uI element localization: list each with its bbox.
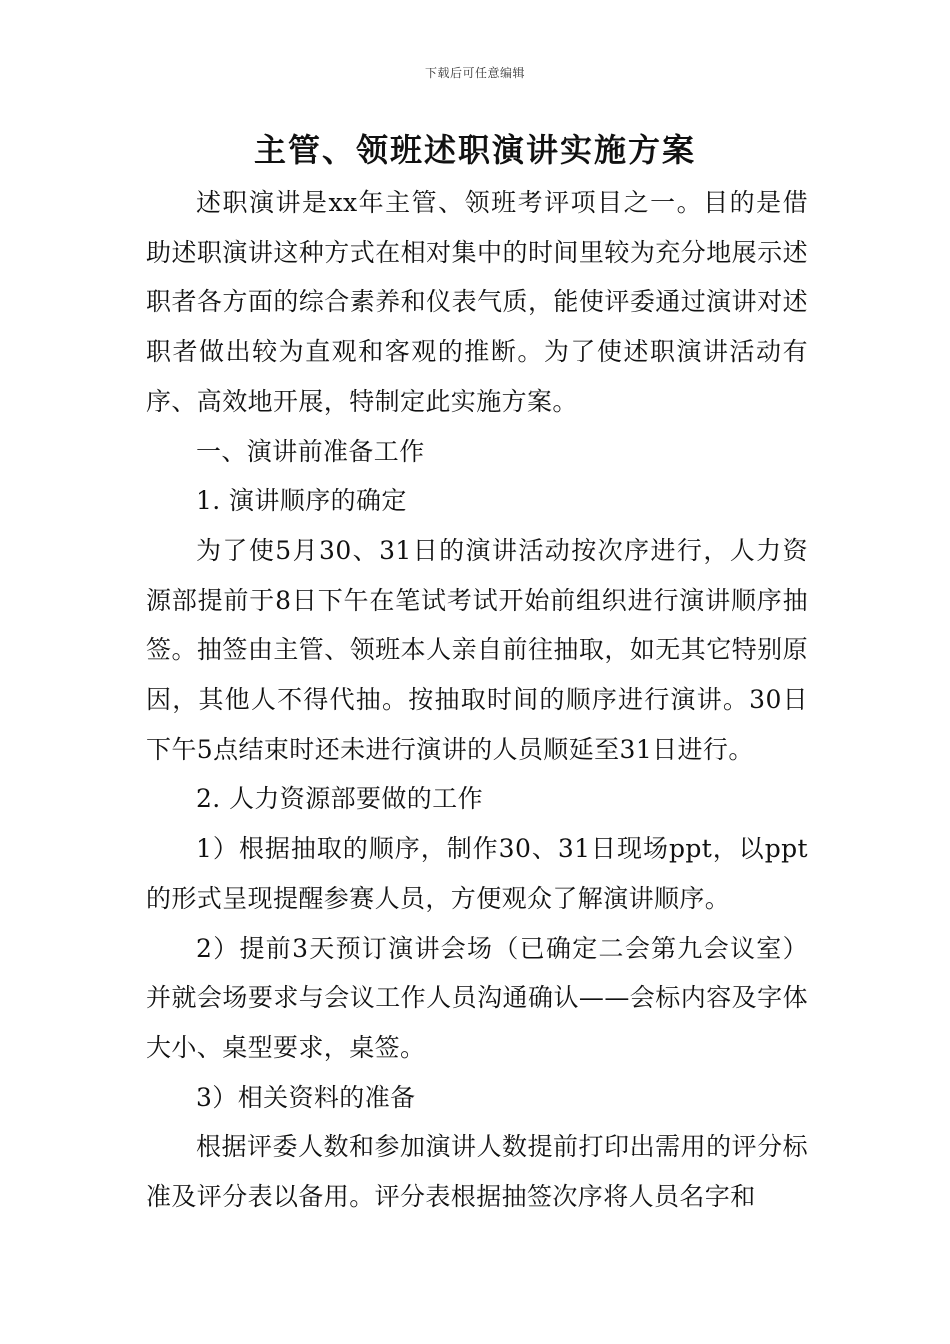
paragraph-intro: 述职演讲是xx年主管、领班考评项目之一。目的是借助述职演讲这种方式在相对集中的时间里较为充分地展示述职者各方面的综合素养和仪表气质，能使评委通过演讲对述职者做出较为直观和客观的推断。为了使述职演讲活动有序、高效地开展，特制定此实施方案。 xyxy=(146,188,808,416)
header-note: 下载后可任意编辑 xyxy=(424,66,525,80)
section-heading-preparation: 一、演讲前准备工作 xyxy=(196,436,425,466)
paragraph-hr-task-1: 1）根据抽取的顺序，制作30、31日现场ppt，以ppt的形式呈现提醒参赛人员，方便观众了解演讲顺序。 xyxy=(146,834,808,913)
subheading-speech-order: 1. 演讲顺序的确定 xyxy=(196,486,407,516)
paragraph-hr-task-2: 2）提前3天预订演讲会场（已确定二会第九会议室）并就会场要求与会议工作人员沟通确认——会标内容及字体大小、桌型要求，桌签。 xyxy=(146,933,808,1062)
subheading-hr-tasks: 2. 人力资源部要做的工作 xyxy=(196,784,484,814)
paragraph-materials: 根据评委人数和参加演讲人数提前打印出需用的评分标准及评分表以备用。评分表根据抽签次序将人员名字和 xyxy=(146,1132,808,1212)
document-title: 主管、领班述职演讲实施方案 xyxy=(253,131,696,169)
paragraph-speech-order: 为了使5月30、31日的演讲活动按次序进行，人力资源部提前于8日下午在笔试考试开始前组织进行演讲顺序抽签。抽签由主管、领班本人亲自前往抽取，如无其它特别原因，其他人不得代抽。按抽取时间的顺序进行演讲。30日下午5点结束时还未进行演讲的人员顺延至31日进行。 xyxy=(146,535,808,764)
document-body xyxy=(146,178,808,1222)
paragraph-hr-task-3: 3）相关资料的准备 xyxy=(196,1082,416,1112)
